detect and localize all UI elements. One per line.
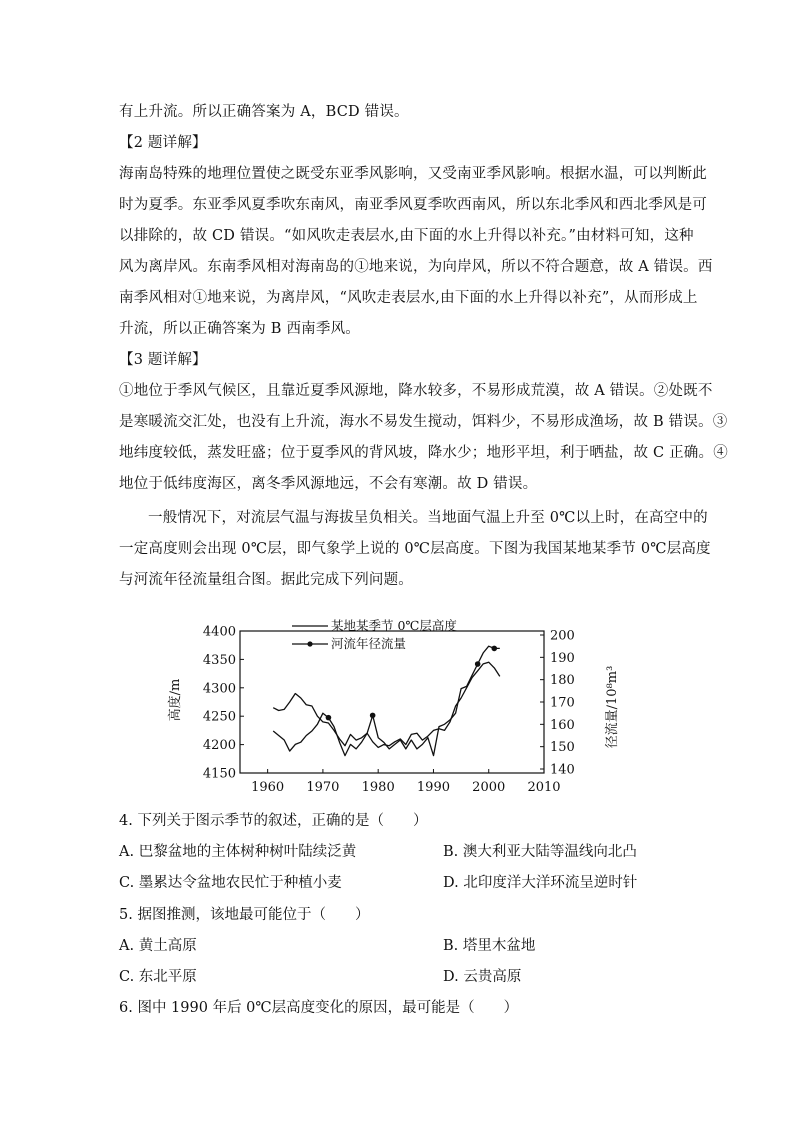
option-4c: C. 墨累达令盆地农民忙于种植小麦 (119, 875, 342, 891)
y-left-tick-label: 4200 (202, 738, 236, 754)
legend-label-height: 某地某季节 0℃层高度 (331, 618, 457, 633)
y-right-tick-label: 170 (550, 695, 575, 711)
text-line: ①地位于季风气候区，且靠近夏季风源地，降水较多，不易形成荒漠，故 A 错误。②处既不 (119, 383, 713, 399)
y-right-tick-label: 190 (550, 650, 575, 666)
y-right-tick-label: 200 (550, 628, 575, 644)
section-heading: 【3 题详解】 (119, 352, 207, 368)
text-line: 以排除的，故 CD 错误。“如风吹走表层水,由下面的水上升得以补充。”由材料可知，这种 (119, 228, 694, 244)
text-line: 有上升流。所以正确答案为 A，BCD 错误。 (119, 104, 409, 120)
y-left-tick-label: 4300 (202, 681, 236, 697)
runoff-point (475, 661, 481, 667)
option-5d: D. 云贵高原 (443, 969, 522, 985)
text-line: 是寒暖流交汇处，也没有上升流，海水不易发生搅动，饵料少，不易形成渔场，故 B 错误。③ (119, 414, 728, 430)
text-line: 时为夏季。东亚季风夏季吹东南风，南亚季风夏季吹西南风，所以东北季风和西北季风是可 (119, 197, 707, 213)
text-line: 一定高度则会出现 0℃层，即气象学上说的 0℃层高度。下图为我国某地某季节 0℃层高度 (119, 541, 711, 557)
x-tick-label: 1980 (361, 780, 395, 795)
x-tick-label: 2000 (472, 780, 506, 795)
option-4b: B. 澳大利亚大陆等温线向北凸 (443, 844, 637, 860)
y-left-tick-label: 4250 (202, 709, 236, 725)
y-right-tick-label: 140 (550, 762, 575, 778)
runoff-point (326, 715, 332, 721)
y-right-tick-label: 180 (550, 673, 575, 689)
option-4d: D. 北印度洋大洋环流呈逆时针 (443, 875, 638, 891)
option-5b: B. 塔里木盆地 (443, 938, 536, 954)
text-line: 地位于低纬度海区，离冬季风源地远，不会有寒潮。故 D 错误。 (119, 476, 538, 492)
section-heading: 【2 题详解】 (119, 135, 207, 151)
runoff-series-line (273, 646, 500, 755)
x-tick-label: 1960 (251, 780, 285, 795)
option-5c: C. 东北平原 (119, 969, 197, 985)
y-right-tick-label: 160 (550, 717, 575, 733)
y-right-tick-label: 150 (550, 740, 575, 756)
x-tick-label: 1990 (416, 780, 451, 795)
y-left-label: 高度/m (168, 678, 183, 722)
y-left-tick-label: 4400 (202, 624, 236, 640)
text-line: 南季风相对①地来说，为离岸风，“风吹走表层水,由下面的水上升得以补充”，从而形成上 (119, 290, 698, 306)
plot-frame (240, 631, 544, 773)
option-5a: A. 黄土高原 (119, 938, 197, 954)
y-left-tick-label: 4350 (202, 652, 236, 668)
text-line: 与河流年径流量组合图。据此完成下列问题。 (119, 572, 413, 588)
text-line: 升流，所以正确答案为 B 西南季风。 (119, 321, 360, 337)
text-line: 风为离岸风。东南季风相对海南岛的①地来说，为向岸风，所以不符合题意，故 A 错误。西 (119, 259, 713, 275)
text-line: 一般情况下，对流层气温与海拔呈负相关。当地面气温上升至 0℃以上时，在高空中的 (148, 510, 708, 526)
question-5: 5. 据图推测，该地最可能位于（ ） (119, 907, 370, 923)
legend-label-runoff: 河流年径流量 (331, 636, 407, 651)
question-6: 6. 图中 1990 年后 0℃层高度变化的原因，最可能是（ ） (119, 1000, 519, 1016)
y-left-tick-label: 4150 (202, 766, 236, 782)
option-4a: A. 巴黎盆地的主体树种树叶陆续泛黄 (119, 844, 357, 860)
x-tick-label: 2010 (527, 780, 561, 795)
question-4: 4. 下列关于图示季节的叙述，正确的是（ ） (119, 813, 428, 829)
runoff-point (491, 646, 497, 652)
text-line: 海南岛特殊的地理位置使之既受东亚季风影响，又受南亚季风影响。根据水温，可以判断此 (119, 166, 707, 182)
runoff-point (370, 713, 376, 719)
legend-marker-runoff (307, 641, 312, 646)
combo-chart (168, 612, 620, 797)
y-right-label: 径流量/10⁸m³ (605, 665, 620, 749)
x-tick-label: 1970 (306, 780, 340, 795)
text-line: 地纬度较低，蒸发旺盛；位于夏季风的背风坡，降水少；地形平坦，利于晒盐，故 C 正确。④ (119, 445, 728, 461)
